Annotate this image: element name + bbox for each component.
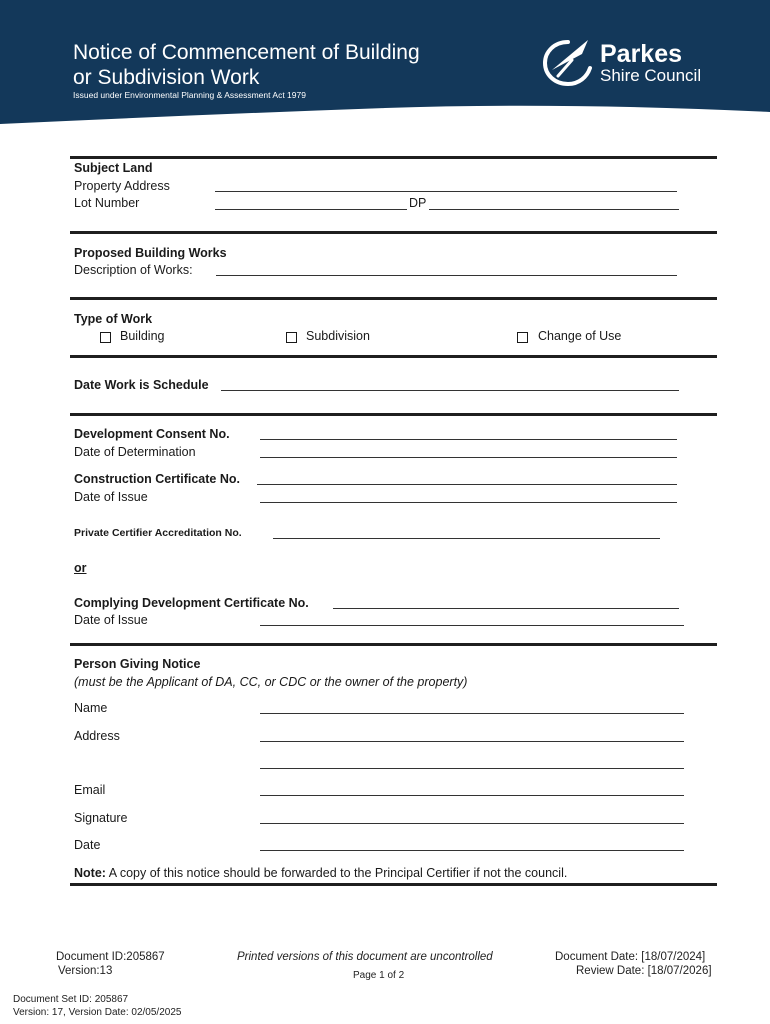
person-heading: Person Giving Notice: [74, 657, 201, 671]
header-banner: [0, 0, 770, 125]
private-certifier-label: Private Certifier Accreditation No.: [74, 527, 242, 539]
description-label: Description of Works:: [74, 263, 193, 277]
building-checkbox[interactable]: [100, 332, 111, 343]
section-divider: [70, 883, 717, 886]
complying-dev-label: Complying Development Certificate No.: [74, 596, 309, 610]
address-field-line2[interactable]: [260, 768, 684, 769]
date-label: Date: [74, 838, 101, 852]
property-address-field[interactable]: [215, 191, 677, 192]
section-divider: [70, 355, 717, 358]
section-divider: [70, 413, 717, 416]
date-issue2-label: Date of Issue: [74, 613, 148, 627]
date-determination-label: Date of Determination: [74, 445, 196, 459]
date-scheduled-field[interactable]: [221, 390, 679, 391]
person-note: (must be the Applicant of DA, CC, or CDC or the owner of the property): [74, 675, 468, 689]
date-issue-label: Date of Issue: [74, 490, 148, 504]
dev-consent-field[interactable]: [260, 439, 677, 440]
signature-label: Signature: [74, 811, 128, 825]
date-issue2-field[interactable]: [260, 625, 684, 626]
lot-number-label: Lot Number: [74, 196, 140, 210]
logo-name-sub: Shire Council: [600, 66, 702, 85]
review-date: Review Date: [18/07/2026]: [576, 965, 712, 977]
dev-consent-label: Development Consent No.: [74, 427, 230, 441]
name-field[interactable]: [260, 713, 684, 714]
subject-land-heading: Subject Land: [74, 161, 153, 175]
note-text: A copy of this notice should be forwarded to the Principal Certifier if not the council.: [105, 866, 568, 880]
subdivision-option-label: Subdivision: [306, 329, 370, 343]
section-divider: [70, 231, 717, 234]
page-number: Page 1 of 2: [353, 970, 405, 981]
description-field[interactable]: [216, 275, 677, 276]
or-label: or: [74, 561, 87, 575]
proposed-works-heading: Proposed Building Works: [74, 246, 227, 260]
version-date: Version: 17, Version Date: 02/05/2025: [13, 1007, 182, 1018]
subdivision-checkbox[interactable]: [286, 332, 297, 343]
doc-set-id: Document Set ID: 205867: [13, 994, 129, 1005]
section-divider: [70, 156, 717, 159]
date-scheduled-label: Date Work is Schedule: [74, 378, 209, 392]
dp-label: DP: [409, 196, 427, 210]
lot-number-field[interactable]: [215, 209, 407, 210]
section-divider: [70, 643, 717, 646]
type-of-work-heading: Type of Work: [74, 312, 153, 326]
date-field[interactable]: [260, 850, 684, 851]
address-field-line1[interactable]: [260, 741, 684, 742]
dp-field[interactable]: [429, 209, 679, 210]
doc-id: Document ID:205867: [56, 951, 165, 963]
date-determination-field[interactable]: [260, 457, 677, 458]
email-label: Email: [74, 783, 106, 797]
construction-cert-field[interactable]: [257, 484, 677, 485]
complying-dev-field[interactable]: [333, 608, 679, 609]
page-subtitle: Issued under Environmental Planning & Assessment Act 1979: [73, 90, 306, 100]
council-logo: [542, 38, 732, 88]
page-title: Notice of Commencement of Building or Subdivision Work: [73, 41, 420, 89]
note-line: [74, 866, 567, 880]
private-certifier-field[interactable]: [273, 538, 660, 539]
change-of-use-checkbox[interactable]: [517, 332, 528, 343]
signature-field[interactable]: [260, 823, 684, 824]
doc-version: Version:13: [58, 965, 113, 977]
logo-name: Parkes: [600, 40, 683, 68]
construction-cert-label: Construction Certificate No.: [74, 472, 240, 486]
note-label: Note:: [74, 866, 106, 880]
document-date: Document Date: [18/07/2024]: [555, 951, 706, 963]
logo-mark-icon: [542, 38, 596, 88]
change-of-use-option-label: Change of Use: [538, 329, 622, 343]
section-divider: [70, 297, 717, 300]
address-label: Address: [74, 729, 120, 743]
property-address-label: Property Address: [74, 179, 170, 193]
uncontrolled-notice: Printed versions of this document are uncontrolled: [237, 951, 493, 963]
email-field[interactable]: [260, 795, 684, 796]
name-label: Name: [74, 701, 108, 715]
date-issue-field[interactable]: [260, 502, 677, 503]
building-option-label: Building: [120, 329, 165, 343]
